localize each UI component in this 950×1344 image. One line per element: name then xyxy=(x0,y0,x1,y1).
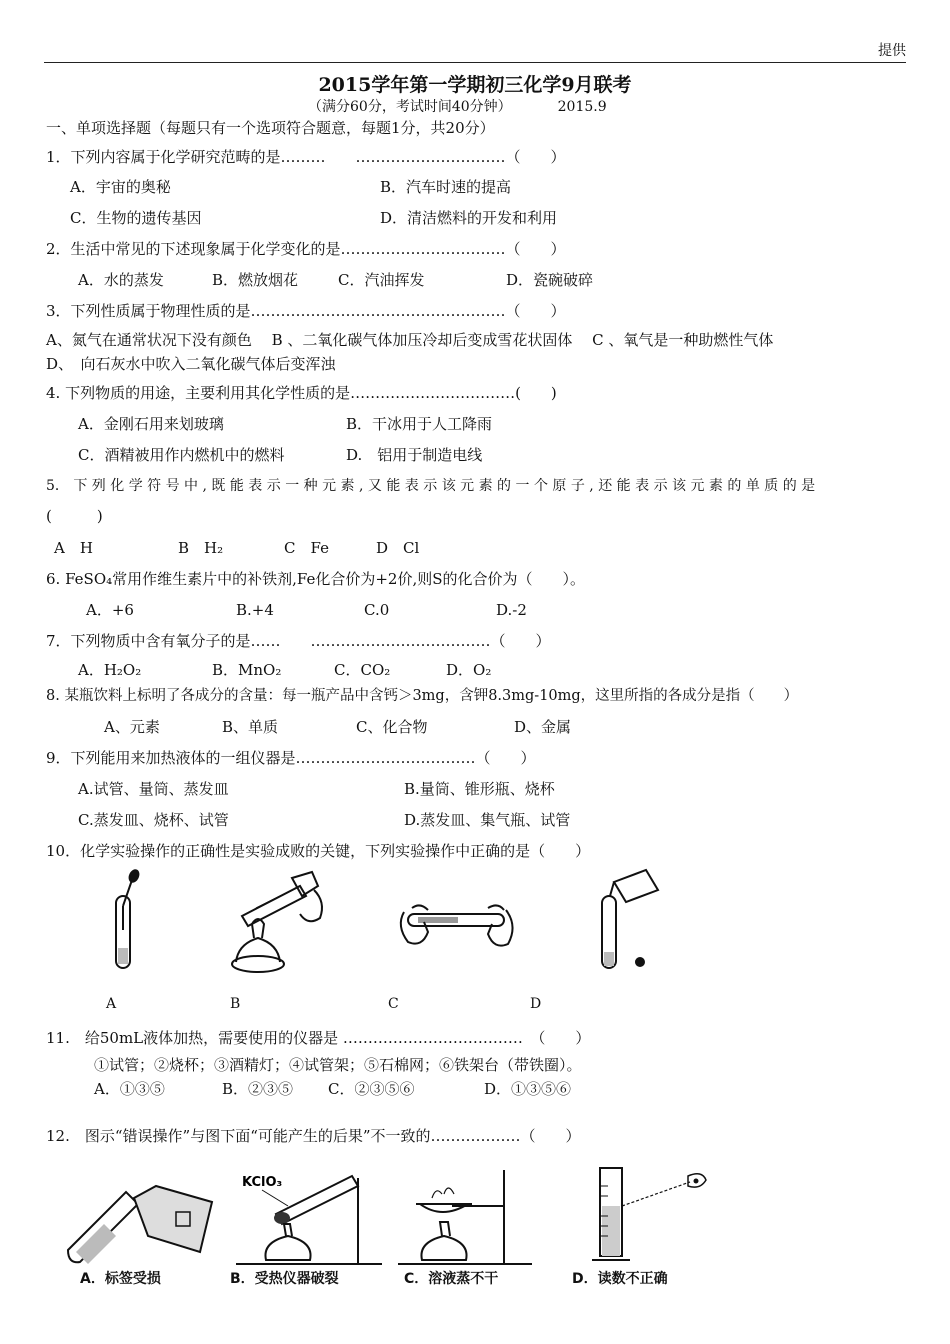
q6-option-b: B.+4 xyxy=(236,601,274,619)
q8-option-a: A、元素 xyxy=(104,718,160,736)
q10-figure-d xyxy=(596,866,666,976)
q8-option-c: C、化合物 xyxy=(356,718,428,736)
q4-option-b: B．干冰用于人工降雨 xyxy=(346,415,493,433)
q5-option-c: C Fe xyxy=(284,539,329,557)
q2-option-c: C．汽油挥发 xyxy=(338,271,425,289)
q5-text: 5． 下 列 化 学 符 号 中 , 既 能 表 示 一 种 元 素 , 又 能 表 示 该 元 素 的 一 个 原 子 , 还 能 表 示 该 元 素 的 单 质 的 是 xyxy=(46,478,816,494)
q5-option-d: D Cl xyxy=(376,539,420,557)
q10-figure-a xyxy=(100,866,150,976)
q11-option-d: D．①③⑤⑥ xyxy=(484,1080,572,1098)
q7-text: 7．下列物质中含有氧分子的是…… ………………………………（ ） xyxy=(46,632,551,650)
q3-options-line2: D、 向石灰水中吹入二氧化碳气体后变浑浊 xyxy=(46,355,336,373)
q9-option-c: C.蒸发皿、烧杯、试管 xyxy=(78,811,229,829)
q10-figure-c xyxy=(398,896,518,956)
q5-paren: ( ) xyxy=(46,507,103,525)
q10-label-a: A xyxy=(106,996,117,1012)
q10-figure-b xyxy=(228,866,338,976)
page-title: 2015学年第一学期初三化学9月联考 xyxy=(318,74,632,96)
q8-option-b: B、单质 xyxy=(222,718,279,736)
q12-caption-d: D．读数不正确 xyxy=(572,1271,668,1287)
q10-text: 10．化学实验操作的正确性是实验成败的关键，下列实验操作中正确的是（ ） xyxy=(46,842,591,860)
q1-option-d: D．清洁燃料的开发和利用 xyxy=(380,209,558,227)
q7-option-a: A．H₂O₂ xyxy=(78,661,142,679)
q6-text: 6. FeSO₄常用作维生素片中的补铁剂,Fe化合价为+2价,则S的化合价为（ ）。 xyxy=(46,570,586,588)
q3-text: 3．下列性质属于物理性质的是……………………………………………（ ） xyxy=(46,302,566,320)
q9-option-d: D.蒸发皿、集气瓶、试管 xyxy=(404,811,571,829)
q11-text: 11. 给50mL液体加热，需要使用的仪器是 ……………………………… （ ） xyxy=(46,1029,591,1047)
q1-text: 1．下列内容属于化学研究范畴的是……… …………………………（ ） xyxy=(46,148,566,166)
header-right-text: 提供 xyxy=(878,43,906,59)
q9-option-a: A.试管、量筒、蒸发皿 xyxy=(78,780,229,798)
q1-option-b: B．汽车时速的提高 xyxy=(380,178,512,196)
q12-kclo3-label: KClO₃ xyxy=(242,1175,283,1190)
subtitle-date: 2015.9 xyxy=(557,99,607,115)
q12-caption-b: B．受热仪器破裂 xyxy=(230,1271,339,1287)
q7-option-c: C．CO₂ xyxy=(334,661,391,679)
q12-figure-c xyxy=(392,1164,542,1268)
q6-option-d: D.-2 xyxy=(496,601,527,619)
q11-items: ①试管；②烧杯；③酒精灯；④试管架；⑤石棉网；⑥铁架台（带铁圈）。 xyxy=(94,1056,582,1074)
q12-figure-a xyxy=(64,1172,214,1262)
q1-option-a: A．宇宙的奥秘 xyxy=(70,178,171,196)
q12-figure-d xyxy=(590,1166,720,1266)
q4-option-d: D. 铝用于制造电线 xyxy=(346,446,483,464)
q3-options-line1: A、氮气在通常状况下没有颜色 B 、二氧化碳气体加压冷却后变成雪花状固体 C 、氧气是一种助燃性气体 xyxy=(46,331,774,349)
section-heading: 一、单项选择题（每题只有一个选项符合题意，每题1分，共20分） xyxy=(46,119,495,137)
subtitle-info: （满分60分，考试时间40分钟） xyxy=(308,99,512,115)
q1-option-c: C．生物的遗传基因 xyxy=(70,209,202,227)
q12-text: 12. 图示“错误操作”与图下面“可能产生的后果”不一致的………………（ ） xyxy=(46,1127,581,1145)
q12-caption-c: C．溶液蒸不干 xyxy=(404,1271,499,1287)
q11-option-c: C．②③⑤⑥ xyxy=(328,1080,415,1098)
q7-option-d: D．O₂ xyxy=(446,661,492,679)
q8-text: 8. 某瓶饮料上标明了各成分的含量：每一瓶产品中含钙＞3mg，含钾8.3mg-10mg，这里所指的各成分是指（ ） xyxy=(46,688,799,704)
q2-option-d: D．瓷碗破碎 xyxy=(506,271,594,289)
q2-option-a: A．水的蒸发 xyxy=(78,271,164,289)
q6-option-c: C.0 xyxy=(364,601,390,619)
q11-option-a: A．①③⑤ xyxy=(94,1080,165,1098)
q10-label-b: B xyxy=(230,996,241,1012)
subtitle xyxy=(308,96,607,116)
q12-caption-a: A．标签受损 xyxy=(80,1271,161,1287)
header-divider xyxy=(44,62,906,63)
q10-label-d: D xyxy=(530,996,542,1012)
q5-option-b: B H₂ xyxy=(178,539,224,557)
q4-option-c: C．酒精被用作内燃机中的燃料 xyxy=(78,446,285,464)
q9-text: 9．下列能用来加热液体的一组仪器是………………………………（ ） xyxy=(46,749,536,767)
q4-option-a: A．金刚石用来划玻璃 xyxy=(78,415,224,433)
q4-text: 4. 下列物质的用途，主要利用其化学性质的是……………………………( ) xyxy=(46,384,557,402)
q12-figure-b xyxy=(232,1168,392,1268)
q5-option-a: A H xyxy=(54,539,93,557)
q11-option-b: B．②③⑤ xyxy=(222,1080,294,1098)
q8-option-d: D、金属 xyxy=(514,718,572,736)
q7-option-b: B．MnO₂ xyxy=(212,661,282,679)
q2-option-b: B．燃放烟花 xyxy=(212,271,299,289)
q10-label-c: C xyxy=(388,996,399,1012)
q6-option-a: A．+6 xyxy=(86,601,134,619)
q9-option-b: B.量筒、锥形瓶、烧杯 xyxy=(404,780,555,798)
q2-text: 2．生活中常见的下述现象属于化学变化的是……………………………（ ） xyxy=(46,240,566,258)
